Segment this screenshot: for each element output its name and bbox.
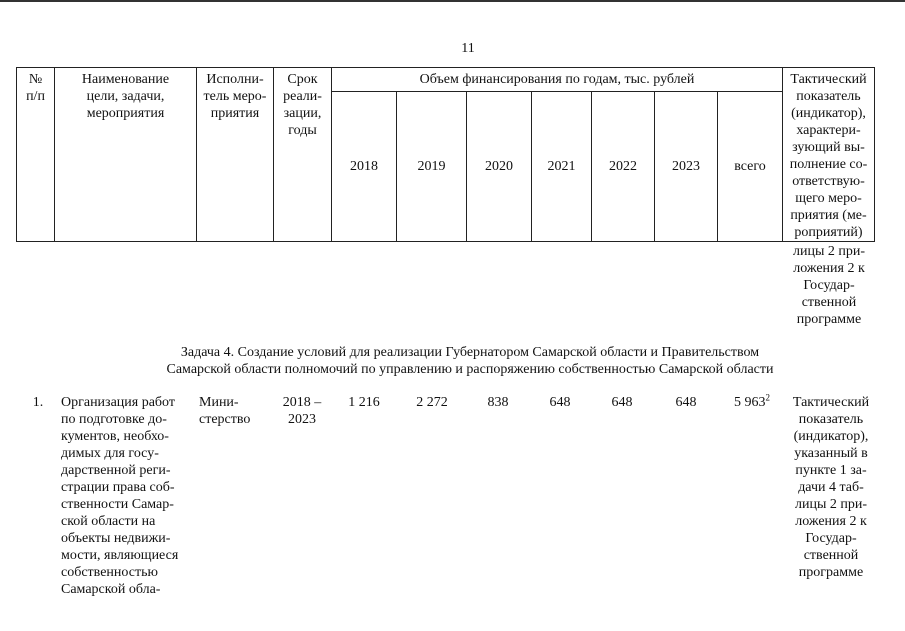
row-value-2019: 2 272 (416, 395, 448, 410)
header-year-2018: 2018 (332, 92, 397, 242)
header-num: № п/п (17, 68, 55, 242)
task-title: Задача 4. Создание условий для реализации Губернатором Самарской области и Правительством Самарской области полномочий по управлению и распоряжению собственностью Самарской области (166, 345, 774, 377)
header-financing: Объем финансирования по годам, тыс. рублей (332, 68, 783, 92)
page-number: 11 (461, 41, 475, 56)
row-name: Организация работ по подготовке до- кументов, необхо- димых для госу- дарственной реги- страции права соб- ственности Самар- ской области на объекты недвижи- мости, являющиеся собственностью Самарской обла- (61, 395, 179, 597)
row-executor: Мини- стерство (199, 395, 251, 427)
row-value-2021: 648 (549, 395, 571, 410)
tactical-continuation: лицы 2 при- ложения 2 к Государ- ственной программе (792, 244, 866, 327)
header-year-2019: 2019 (397, 92, 467, 242)
header-year-total: всего (718, 92, 783, 242)
header-year-2022: 2022 (592, 92, 655, 242)
row-number: 1. (32, 395, 44, 410)
row-total: 5 963 (734, 395, 766, 410)
row-value-2023: 648 (675, 395, 697, 410)
header-year-2021: 2021 (532, 92, 592, 242)
row-value-total (722, 394, 782, 411)
header-tactical: Тактический показатель (индикатор), характери- зующий вы- полнение со- ответствую- щего меро- приятия (ме- роприятий) (783, 68, 875, 242)
row-tactical: Тактический показатель (индикатор), указанный в пункте 1 за- дачи 4 таб- лицы 2 при- ложения 2 к Государ- ственной программе (792, 395, 870, 580)
header-table (16, 67, 875, 242)
header-name: Наименование цели, задачи, мероприятия (55, 68, 197, 242)
row-value-2022: 648 (611, 395, 633, 410)
row-total-footnote: 2 (765, 392, 770, 403)
row-value-2018: 1 216 (348, 395, 380, 410)
header-executor: Исполни- тель меро- приятия (197, 68, 274, 242)
row-term: 2018 – 2023 (282, 395, 322, 427)
header-year-2020: 2020 (467, 92, 532, 242)
header-term: Срок реали- зации, годы (274, 68, 332, 242)
header-year-2023: 2023 (655, 92, 718, 242)
row-value-2020: 838 (487, 395, 509, 410)
top-rule (0, 0, 905, 2)
